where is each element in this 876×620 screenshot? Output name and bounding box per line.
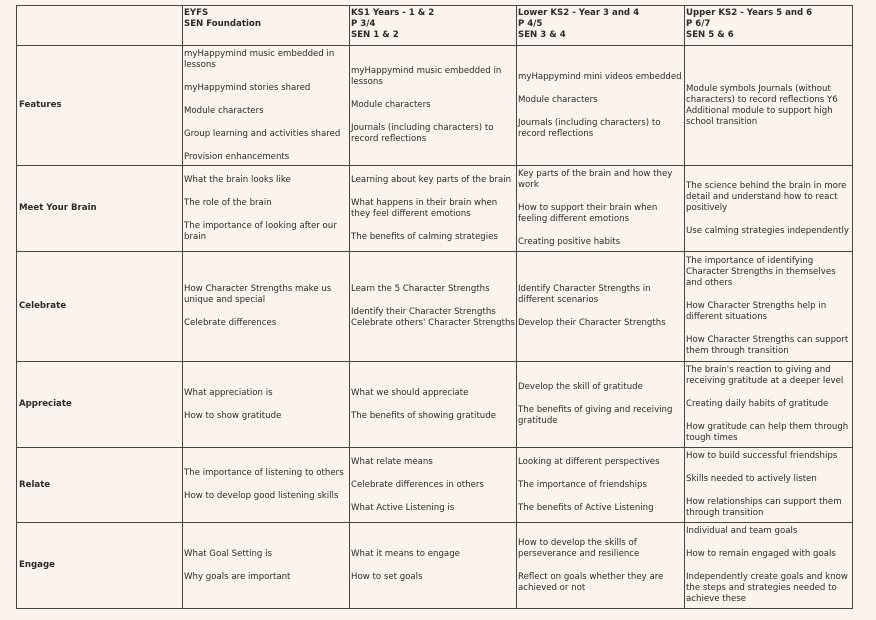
cell-item: Celebrate differences <box>184 318 277 328</box>
column-header-lower-ks2 <box>517 6 685 46</box>
table-cell <box>350 362 517 448</box>
cell-item: How relationships can support them through transition <box>686 497 842 518</box>
item-spacer <box>351 295 515 307</box>
column-header-line: SEN Foundation <box>184 19 261 29</box>
item-spacer <box>686 323 851 335</box>
table-cell <box>183 448 350 523</box>
cell-item: The benefits of calming strategies <box>351 231 498 242</box>
column-header-line: P 4/5 <box>518 19 543 29</box>
table-row <box>17 46 853 166</box>
row-label: Relate <box>17 448 183 523</box>
table-row <box>17 166 853 252</box>
table-cell <box>685 166 853 252</box>
table-cell <box>517 448 685 523</box>
cell-item: Identify Character Strengths in different scenarios <box>518 284 651 305</box>
cell-item: Module characters <box>518 94 598 105</box>
table-cell <box>183 46 350 166</box>
item-spacer <box>184 209 348 221</box>
cell-item: How to develop good listening skills <box>184 491 339 501</box>
cell-item: Looking at different perspectives <box>518 456 660 467</box>
cell-item: Independently create goals and know the steps and strategies needed to achieve these <box>686 572 848 604</box>
item-spacer <box>686 560 851 572</box>
item-spacer <box>351 399 515 411</box>
column-header-line: P 3/4 <box>351 19 376 29</box>
item-spacer <box>518 225 683 237</box>
table-cell <box>183 252 350 362</box>
item-spacer <box>351 186 515 198</box>
cell-item: What happens in their brain when they feel different emotions <box>351 197 498 219</box>
cell-item: Why goals are important <box>184 571 291 582</box>
table-cell <box>685 362 853 448</box>
cell-item: Identify their Character Strengths Celebrate others' Character Strengths <box>351 307 515 328</box>
item-spacer <box>184 399 348 411</box>
cell-item: What appreciation is <box>184 387 273 398</box>
cell-item: Learn the 5 Character Strengths <box>351 284 490 294</box>
cell-item: Learning about key parts of the brain <box>351 174 512 185</box>
table-cell <box>517 523 685 609</box>
table-row <box>17 448 853 523</box>
item-spacer <box>686 410 851 422</box>
cell-item: The brain's reaction to giving and receiving gratitude at a deeper level <box>686 365 844 386</box>
item-spacer <box>686 537 851 549</box>
table-cell <box>685 523 853 609</box>
item-spacer <box>184 71 348 83</box>
table-cell <box>685 252 853 362</box>
cell-item: Module symbols Journals (without characters) to record reflections Y6 Additional module to support high school transition <box>686 83 838 127</box>
item-spacer <box>686 214 851 226</box>
cell-item: The role of the brain <box>184 197 272 208</box>
table-row <box>17 252 853 362</box>
cell-item: myHappymind music embedded in lessons <box>351 66 502 87</box>
column-header-line: SEN 3 & 4 <box>518 30 566 40</box>
item-spacer <box>351 111 515 123</box>
cell-item: What we should appreciate <box>351 387 469 398</box>
table-cell <box>350 448 517 523</box>
cell-item: Group learning and activities shared <box>184 128 341 139</box>
cell-item: How to support their brain when feeling different emotions <box>518 203 658 224</box>
item-spacer <box>184 479 348 491</box>
cell-item: myHappymind music embedded in lessons <box>184 48 335 70</box>
cell-item: Key parts of the brain and how they work <box>518 169 673 190</box>
table-row <box>17 362 853 448</box>
table-cell <box>183 362 350 448</box>
item-spacer <box>351 88 515 100</box>
item-spacer <box>518 560 683 572</box>
table-cell <box>517 166 685 252</box>
column-header-line: KS1 Years - 1 & 2 <box>351 8 435 18</box>
column-header-upper-ks2 <box>685 6 853 46</box>
item-spacer <box>184 140 348 152</box>
cell-item: The benefits of giving and receiving gratitude <box>518 405 673 426</box>
table-cell <box>350 166 517 252</box>
cell-item: Module characters <box>184 105 264 116</box>
row-label: Engage <box>17 523 183 609</box>
curriculum-table <box>16 5 853 609</box>
cell-item: What Goal Setting is <box>184 548 272 559</box>
cell-item: What the brain looks like <box>184 174 291 185</box>
cell-item: Journals (including characters) to record reflections <box>518 117 661 139</box>
header-row <box>17 6 853 46</box>
column-header-line: SEN 5 & 6 <box>686 30 734 40</box>
cell-item: Reflect on goals whether they are achieved or not <box>518 571 664 593</box>
item-spacer <box>518 491 683 503</box>
cell-item: How to show gratitude <box>184 410 282 421</box>
table-cell <box>350 252 517 362</box>
item-spacer <box>184 306 348 318</box>
cell-item: The importance of listening to others <box>184 468 344 478</box>
item-spacer <box>518 468 683 480</box>
cell-item: myHappymind stories shared <box>184 82 311 93</box>
cell-item: Module characters <box>351 100 431 110</box>
cell-item: What Active Listening is <box>351 502 455 513</box>
corner-cell <box>17 6 183 46</box>
column-header-line: EYFS <box>184 8 209 18</box>
cell-item: Use calming strategies independently <box>686 225 849 236</box>
item-spacer <box>518 83 683 95</box>
table-cell <box>183 523 350 609</box>
column-header-line: P 6/7 <box>686 19 711 29</box>
cell-item: Skills needed to actively listen <box>686 474 817 484</box>
table-cell <box>685 448 853 523</box>
cell-item: Develop the skill of gratitude <box>518 382 643 392</box>
item-spacer <box>518 393 683 405</box>
column-header-line: Upper KS2 - Years 5 and 6 <box>686 8 813 18</box>
column-header-line: SEN 1 & 2 <box>351 30 399 40</box>
item-spacer <box>686 289 851 301</box>
row-label: Celebrate <box>17 252 183 362</box>
row-label: Meet Your Brain <box>17 166 183 252</box>
cell-item: myHappymind mini videos embedded <box>518 71 682 82</box>
cell-item: Creating positive habits <box>518 237 621 247</box>
item-spacer <box>184 117 348 129</box>
cell-item: Provision enhancements <box>184 151 290 162</box>
item-spacer <box>518 106 683 118</box>
cell-item: The importance of identifying Character Strengths in themselves and others <box>686 256 836 288</box>
column-header-ks1 <box>350 6 517 46</box>
cell-item: How Character Strengths help in different situations <box>686 301 827 322</box>
table-cell <box>350 523 517 609</box>
cell-item: How Character Strengths can support them through transition <box>686 335 849 356</box>
cell-item: How Character Strengths make us unique and special <box>184 284 332 305</box>
cell-item: The benefits of Active Listening <box>518 502 654 513</box>
table-cell <box>517 46 685 166</box>
item-spacer <box>351 468 515 480</box>
item-spacer <box>686 462 851 474</box>
row-label: Features <box>17 46 183 166</box>
cell-item: How to build successful friendships <box>686 451 838 461</box>
item-spacer <box>686 485 851 497</box>
item-spacer <box>686 387 851 399</box>
table-cell <box>517 252 685 362</box>
cell-item: Celebrate differences in others <box>351 479 484 490</box>
cell-item: The importance of looking after our brain <box>184 220 337 242</box>
table-cell <box>517 362 685 448</box>
cell-item: How to develop the skills of perseverance and resilience <box>518 537 640 559</box>
table-cell <box>685 46 853 166</box>
table-cell <box>350 46 517 166</box>
item-spacer <box>351 220 515 232</box>
cell-item: The benefits of showing gratitude <box>351 410 496 421</box>
cell-item: How to remain engaged with goals <box>686 549 836 559</box>
cell-item: Individual and team goals <box>686 526 798 536</box>
cell-item: How gratitude can help them through tough times <box>686 422 849 443</box>
column-header-eyfs <box>183 6 350 46</box>
cell-item: What relate means <box>351 456 433 467</box>
item-spacer <box>184 186 348 198</box>
cell-item: What it means to engage <box>351 548 460 559</box>
item-spacer <box>351 560 515 572</box>
cell-item: Develop their Character Strengths <box>518 318 666 328</box>
table-body <box>17 46 853 609</box>
row-label: Appreciate <box>17 362 183 448</box>
cell-item: The importance of friendships <box>518 479 647 490</box>
curriculum-table-container <box>16 5 853 609</box>
item-spacer <box>518 306 683 318</box>
column-header-line: Lower KS2 - Year 3 and 4 <box>518 8 640 18</box>
cell-item: Creating daily habits of gratitude <box>686 399 829 409</box>
item-spacer <box>184 94 348 106</box>
item-spacer <box>518 191 683 203</box>
cell-item: How to set goals <box>351 571 423 582</box>
item-spacer <box>351 491 515 503</box>
item-spacer <box>184 560 348 572</box>
cell-item: Journals (including characters) to record reflections <box>351 123 494 144</box>
table-row <box>17 523 853 609</box>
table-cell <box>183 166 350 252</box>
cell-item: The science behind the brain in more detail and understand how to react positively <box>686 180 847 213</box>
